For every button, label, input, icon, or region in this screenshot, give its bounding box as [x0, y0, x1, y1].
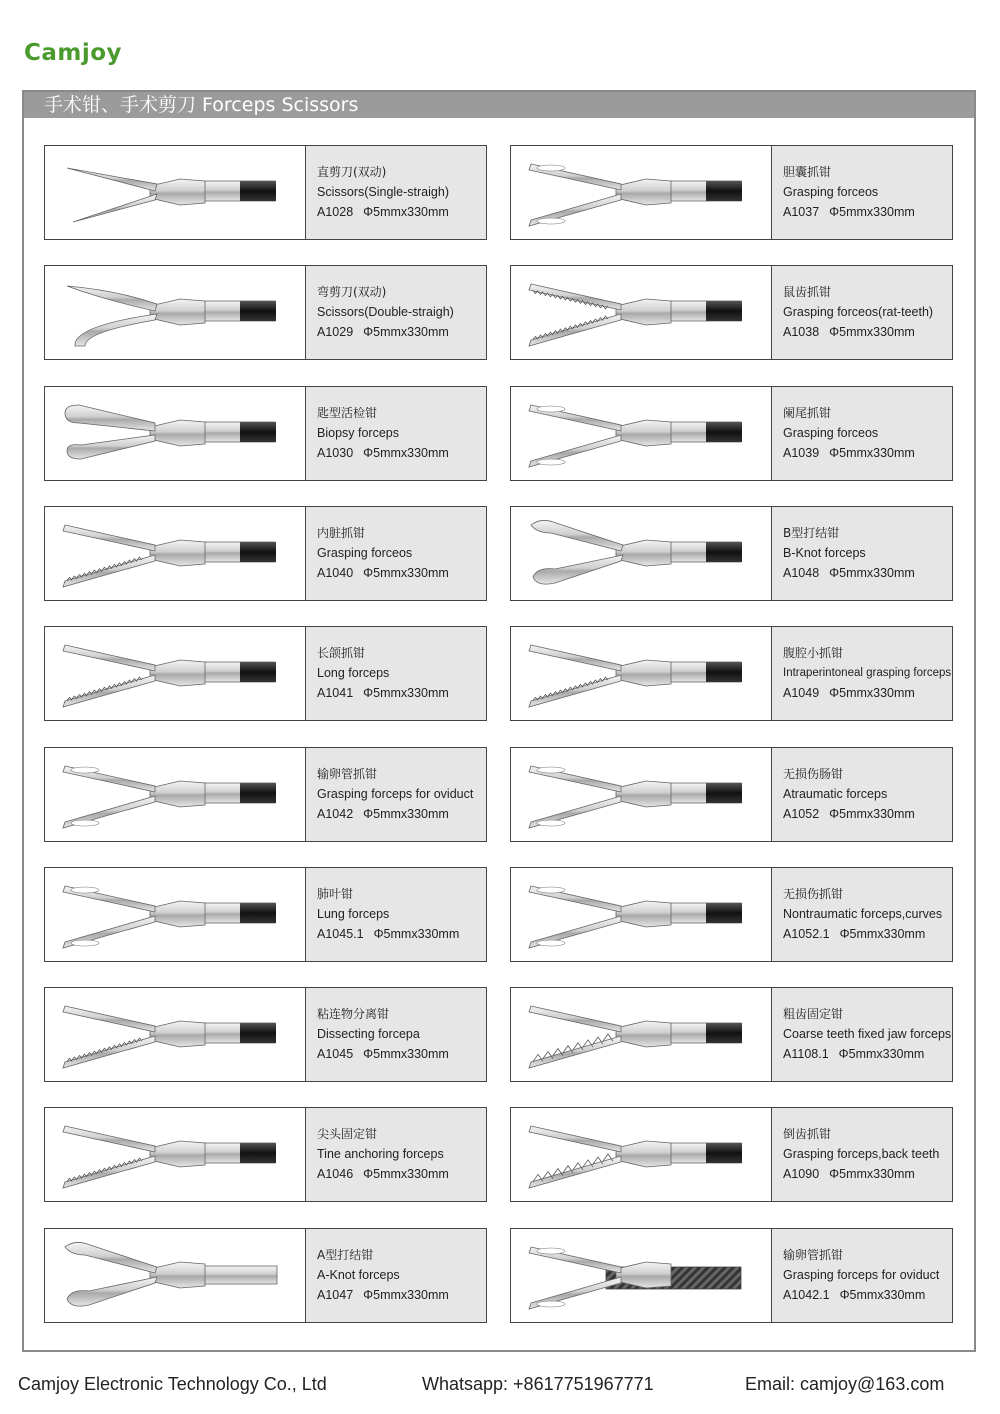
product-card — [44, 506, 487, 601]
product-dimension: Φ5mmx330mm — [363, 1167, 449, 1181]
product-dimension: Φ5mmx330mm — [363, 205, 449, 219]
section-title: 手术钳、手术剪刀 Forceps Scissors — [24, 92, 974, 118]
product-info — [771, 266, 952, 359]
product-dimension: Φ5mmx330mm — [829, 1167, 915, 1181]
product-name-en: A-Knot forceps — [317, 1268, 400, 1282]
product-card — [44, 747, 487, 842]
product-dimension: Φ5mmx330mm — [363, 1047, 449, 1061]
product-dimension: Φ5mmx330mm — [829, 446, 915, 460]
product-spec-line — [317, 1285, 486, 1305]
product-spec-line — [783, 1164, 952, 1184]
product-model: A1047 — [317, 1288, 354, 1302]
product-name-cn: 倒齿抓钳 — [783, 1127, 832, 1141]
product-card — [510, 867, 953, 962]
product-spec-line — [783, 563, 952, 583]
product-info — [305, 988, 486, 1081]
product-name-en: Scissors(Single-straigh) — [317, 185, 449, 199]
product-card — [44, 987, 487, 1082]
product-name-cn: A型打结钳 — [317, 1248, 374, 1262]
product-card — [510, 987, 953, 1082]
product-name-cn: 输卵管抓钳 — [783, 1248, 844, 1262]
product-info — [771, 868, 952, 961]
product-info — [771, 146, 952, 239]
product-spec-line — [783, 1044, 952, 1064]
product-name-cn: 直剪刀(双动) — [317, 165, 387, 179]
product-dimension: Φ5mmx330mm — [839, 927, 926, 941]
product-image — [511, 387, 771, 480]
product-info — [305, 748, 486, 841]
product-spec-line — [317, 1164, 486, 1184]
product-name-cn: 粘连物分离钳 — [317, 1007, 390, 1021]
product-name-en: Grasping forceos — [317, 546, 413, 560]
product-dimension: Φ5mmx330mm — [363, 1288, 449, 1302]
product-image — [45, 507, 305, 600]
product-dimension: Φ5mmx330mm — [829, 807, 915, 821]
product-info — [305, 146, 486, 239]
product-name-en: Coarse teeth fixed jaw forceps — [783, 1027, 952, 1041]
product-name-cn: 鼠齿抓钳 — [783, 285, 832, 299]
product-name-en: Long forceps — [317, 666, 390, 680]
product-info — [305, 1108, 486, 1201]
product-model: A1037 — [783, 205, 820, 219]
product-name-cn: 阑尾抓钳 — [783, 406, 832, 420]
product-name-en: Nontraumatic forceps,curves — [783, 907, 943, 921]
product-spec-line — [783, 804, 952, 824]
product-dimension: Φ5mmx330mm — [363, 686, 449, 700]
product-name-cn: 粗齿固定钳 — [783, 1007, 844, 1021]
product-model: A1038 — [783, 325, 820, 339]
product-spec-line — [317, 563, 486, 583]
product-spec-line — [317, 683, 486, 703]
product-name-cn: 无损伤抓钳 — [783, 887, 844, 901]
footer-whatsapp: Whatsapp: +8617751967771 — [422, 1374, 654, 1394]
product-info — [305, 627, 486, 720]
product-name-cn: B型打结钳 — [783, 526, 840, 540]
product-image — [511, 146, 771, 239]
product-model: A1046 — [317, 1167, 354, 1181]
product-name-en: Tine anchoring forceps — [317, 1147, 444, 1161]
product-image — [45, 266, 305, 359]
product-name-cn: 尖头固定钳 — [317, 1127, 378, 1141]
product-spec-line — [317, 202, 486, 222]
product-name-en: Grasping forceos(rat-teeth) — [783, 305, 934, 319]
product-card — [44, 626, 487, 721]
product-dimension: Φ5mmx330mm — [838, 1047, 925, 1061]
product-model: A1042 — [317, 807, 354, 821]
product-name-en: Grasping forceos — [783, 426, 879, 440]
product-dimension: Φ5mmx330mm — [363, 325, 449, 339]
product-dimension: Φ5mmx330mm — [363, 807, 449, 821]
product-model: A1045 — [317, 1047, 354, 1061]
product-name-en: Biopsy forceps — [317, 426, 399, 440]
product-image — [511, 988, 771, 1081]
product-image — [45, 387, 305, 480]
product-name-cn: 腹腔小抓钳 — [783, 646, 844, 660]
product-spec-line — [783, 202, 952, 222]
product-card — [44, 145, 487, 240]
product-spec-line — [317, 804, 486, 824]
product-model: A1042.1 — [783, 1288, 830, 1302]
product-dimension: Φ5mmx330mm — [829, 205, 915, 219]
product-name-en: Grasping forceps for oviduct — [783, 1268, 940, 1282]
product-card — [510, 1228, 953, 1323]
product-card — [44, 386, 487, 481]
product-card — [510, 265, 953, 360]
product-info — [771, 1108, 952, 1201]
product-info — [305, 868, 486, 961]
product-card — [510, 145, 953, 240]
product-spec-line — [317, 322, 486, 342]
product-info — [305, 507, 486, 600]
product-spec-line — [783, 924, 952, 944]
product-card — [510, 386, 953, 481]
product-image — [511, 266, 771, 359]
product-dimension: Φ5mmx330mm — [829, 566, 915, 580]
product-spec-line — [783, 443, 952, 463]
product-image — [511, 1108, 771, 1201]
product-model: A1052.1 — [783, 927, 830, 941]
product-model: A1039 — [783, 446, 820, 460]
product-model: A1049 — [783, 686, 820, 700]
product-dimension: Φ5mmx330mm — [363, 566, 449, 580]
product-model: A1108.1 — [783, 1047, 829, 1061]
product-spec-line — [783, 322, 952, 342]
product-name-cn: 内脏抓钳 — [317, 526, 366, 540]
product-name-cn: 肺叶钳 — [317, 887, 354, 901]
product-image — [45, 627, 305, 720]
product-info — [771, 988, 952, 1081]
product-dimension: Φ5mmx330mm — [829, 325, 915, 339]
product-card — [44, 1228, 487, 1323]
product-spec-line — [783, 1285, 952, 1305]
product-info — [771, 1229, 952, 1322]
product-image — [45, 748, 305, 841]
product-name-cn: 弯剪刀(双动) — [317, 285, 387, 299]
product-card — [44, 265, 487, 360]
product-image — [45, 988, 305, 1081]
product-name-en: Lung forceps — [317, 907, 390, 921]
product-model: A1030 — [317, 446, 354, 460]
product-name-cn: 无损伤肠钳 — [783, 767, 844, 781]
product-model: A1045.1 — [317, 927, 364, 941]
product-name-en: Intraperintoneal grasping forceps — [783, 667, 952, 679]
product-info — [305, 266, 486, 359]
product-spec-line — [317, 1044, 486, 1064]
product-dimension: Φ5mmx330mm — [839, 1288, 926, 1302]
product-info — [305, 1229, 486, 1322]
product-name-en: Grasping forceps for oviduct — [317, 787, 474, 801]
product-dimension: Φ5mmx330mm — [363, 446, 449, 460]
product-image — [45, 1229, 305, 1322]
product-image — [511, 748, 771, 841]
product-name-cn: 输卵管抓钳 — [317, 767, 378, 781]
product-dimension: Φ5mmx330mm — [373, 927, 460, 941]
product-info — [305, 387, 486, 480]
product-image — [511, 868, 771, 961]
product-name-cn: 胆囊抓钳 — [783, 165, 832, 179]
product-image — [45, 868, 305, 961]
product-image — [511, 627, 771, 720]
product-card — [44, 867, 487, 962]
product-name-en: Atraumatic forceps — [783, 787, 888, 801]
product-model: A1029 — [317, 325, 354, 339]
product-name-cn: 长颌抓钳 — [317, 646, 366, 660]
product-image — [511, 1229, 771, 1322]
product-info — [771, 507, 952, 600]
product-info — [771, 627, 952, 720]
brand-logo: Camjoy — [24, 40, 123, 66]
product-model: A1040 — [317, 566, 354, 580]
product-name-en: Grasping forceps,back teeth — [783, 1147, 940, 1161]
product-image — [45, 146, 305, 239]
product-name-en: Grasping forceos — [783, 185, 879, 199]
product-model: A1041 — [317, 686, 354, 700]
product-model: A1028 — [317, 205, 354, 219]
product-name-en: Dissecting forcepa — [317, 1027, 420, 1041]
product-card — [44, 1107, 487, 1202]
product-name-cn: 匙型活检钳 — [317, 406, 378, 420]
product-model: A1048 — [783, 566, 820, 580]
product-card — [510, 1107, 953, 1202]
product-info — [771, 748, 952, 841]
product-name-en: Scissors(Double-straigh) — [317, 305, 454, 319]
product-card — [510, 747, 953, 842]
product-image — [45, 1108, 305, 1201]
product-model: A1052 — [783, 807, 820, 821]
product-image — [511, 507, 771, 600]
product-info — [771, 387, 952, 480]
product-card — [510, 506, 953, 601]
footer-company: Camjoy Electronic Technology Co., Ltd — [18, 1374, 327, 1394]
footer-email: Email: camjoy@163.com — [745, 1374, 945, 1394]
product-card — [510, 626, 953, 721]
product-spec-line — [317, 443, 486, 463]
product-spec-line — [783, 683, 952, 703]
product-name-en: B-Knot forceps — [783, 546, 866, 560]
product-model: A1090 — [783, 1167, 820, 1181]
product-spec-line — [317, 924, 486, 944]
product-dimension: Φ5mmx330mm — [829, 686, 915, 700]
